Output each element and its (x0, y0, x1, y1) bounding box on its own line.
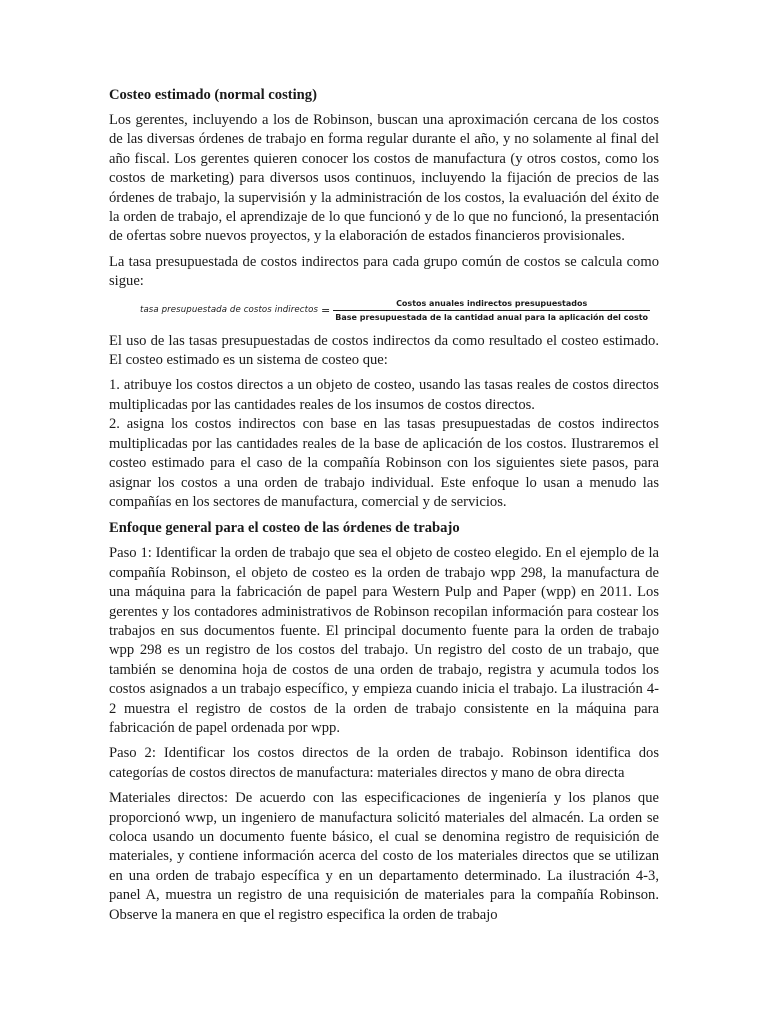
list-item: 2. asigna los costos indirectos con base en las tasas presupuestadas de costos indirectos multiplicadas por las cantidades reales de la base de aplicación de los costos. Ilustraremos el costeo estimado para el caso de la compañía Robinson con los siguientes siete pasos, para asignar los costos a una orden de trabajo individual. Este enfoque lo usan a menudo las compañías en los sectores de manufactura, comercial y de servicios. (109, 416, 659, 510)
paragraph-direct-materials: Materiales directos: De acuerdo con las especificaciones de ingeniería y los planos que proporcionó wwp, un ingeniero de manufactura solicitó materiales del almacén. La orden se coloca usando un documento fuente básico, el cual se denomina registro de requisición de materiales, y contiene información acerca del costo de los materiales directos que se utilizan en una orden de trabajo específica y en un departamento determinado. La ilustración 4-3, panel A, muestra un registro de una requisición de materiales para la compañía Robinson. Observe la manera en que el registro especifica la orden de trabajo (109, 790, 659, 923)
formula-equals: = (321, 303, 331, 317)
overhead-rate-formula (131, 298, 659, 323)
section-title: Costeo estimado (normal costing) (109, 87, 317, 103)
section-subheading: Enfoque general para el costeo de las órdenes de trabajo (109, 520, 460, 537)
list-item: 1. atribuye los costos directos a un objeto de costeo, usando las tasas reales de costos directos multiplicadas por las cantidades reales de los insumos de costos directos. (109, 377, 659, 413)
formula-denominator: Base presupuestada de la cantidad anual para la aplicación del costo (333, 310, 650, 323)
paragraph-step-2: Paso 2: Identificar los costos directos de la orden de trabajo. Robinson identifica dos categorías de costos directos de manufactura: materiales directos y mano de obra directa (109, 745, 659, 781)
paragraph-rate-intro: La tasa presupuestada de costos indirectos para cada grupo común de costos se calcula como sigue: (109, 253, 659, 290)
paragraph-normal-costing: El uso de las tasas presupuestadas de costos indirectos da como resultado el costeo estimado. El costeo estimado es un sistema de costeo que: (109, 332, 659, 369)
formula-numerator: Costos anuales indirectos presupuestados (396, 298, 588, 308)
paragraph-intro: Los gerentes, incluyendo a los de Robinson, buscan una aproximación cercana de los costos de las diversas órdenes de trabajo en forma regular durante el año, y no solamente al final del año fiscal. Los gerentes quieren conocer los costos de manufactura (y otros costos, como los costos de marketing) para diversos usos continuos, incluyendo la fijación de precios de las órdenes de trabajo, la supervisión y la administración de los costos, la evaluación del éxito de la orden de trabajo, el aprendizaje de lo que funcionó y de lo que no funcionó, la presentación de ofertas sobre nuevos proyectos, y la elaboración de estados financieros provisionales. (109, 112, 659, 245)
paragraph-step-1: Paso 1: Identificar la orden de trabajo que sea el objeto de costeo elegido. En el ejemplo de la compañía Robinson, el objeto de costeo es la orden de trabajo wpp 298, la manufactura de una máquina para la fabricación de papel para Western Pulp and Paper (wpp) en 2011. Los gerentes y los contadores administrativos de Robinson recopilan información para costear los trabajos en sus documentos fuente. El principal documento fuente para la orden de trabajo wpp 298 es un registro de los costos del trabajo. Un registro del costo de un trabajo, que también se denomina hoja de costos de una orden de trabajo, registra y acumula todos los costos asignados a un trabajo específico, y empieza cuando inicia el trabajo. La ilustración 4-2 muestra el registro de costos de la orden de trabajo consistente en la máquina para fabricación de papel ordenada por wpp. (109, 545, 659, 736)
formula-fraction (333, 298, 650, 323)
formula-lhs: tasa presupuestada de costos indirectos (139, 305, 319, 316)
costing-steps-list (109, 376, 659, 512)
